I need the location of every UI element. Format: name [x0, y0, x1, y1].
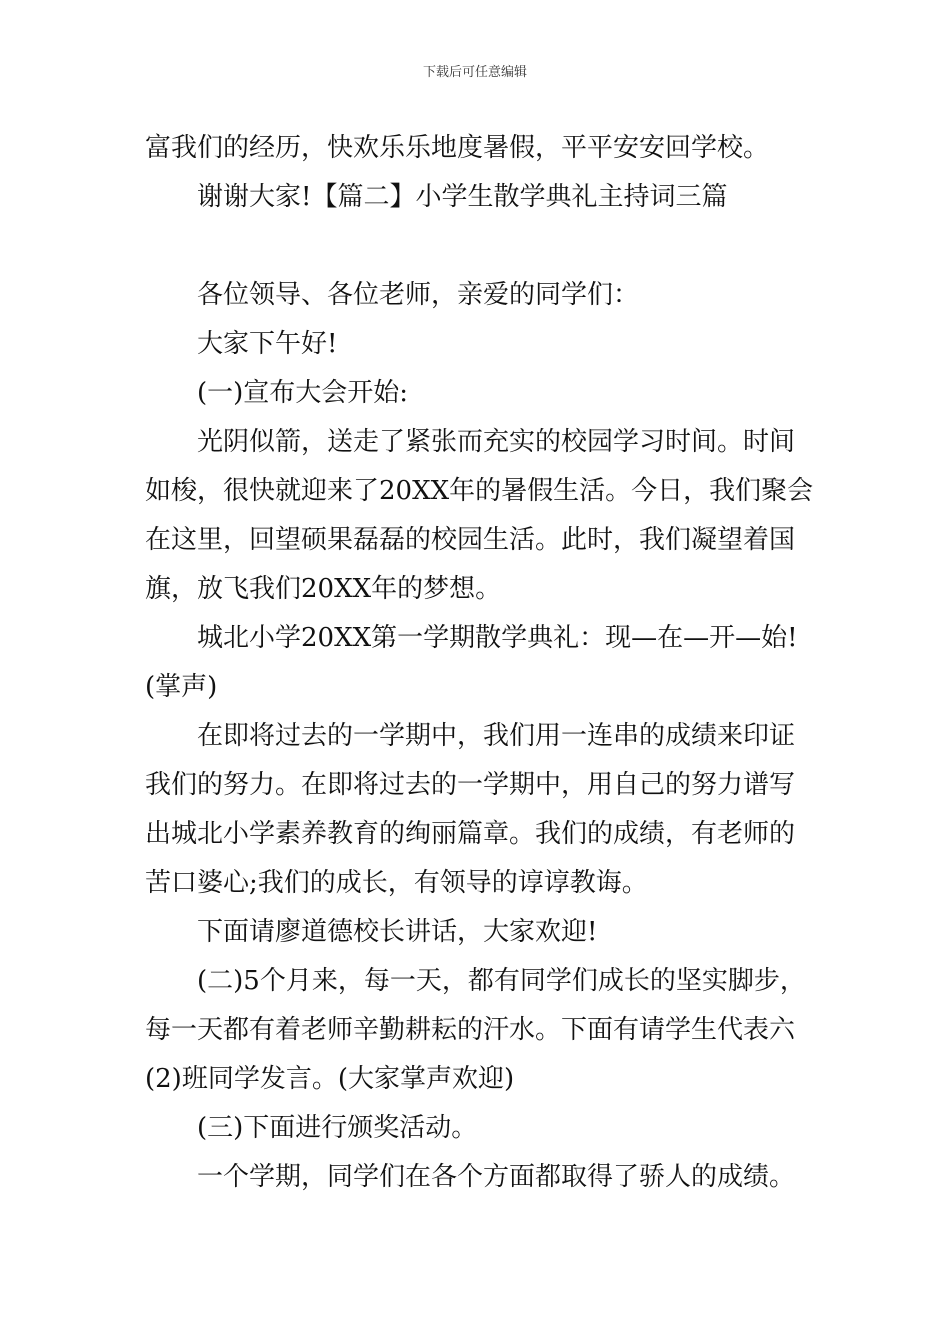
- text-line-4: 大家下午好!: [197, 329, 338, 359]
- text-line-21: 一个学期，同学们在各个方面都取得了骄人的成绩。: [197, 1162, 796, 1192]
- text-line-1: 富我们的经历，快欢乐乐地度暑假，平平安安回学校。: [145, 133, 770, 163]
- text-line-15: 苦口婆心;我们的成长，有领导的谆谆教诲。: [145, 868, 648, 898]
- text-line-14: 出城北小学素养教育的绚丽篇章。我们的成绩，有老师的: [145, 819, 796, 849]
- page-header: 下载后可任意编辑: [422, 65, 527, 80]
- text-line-16: 下面请廖道德校长讲话，大家欢迎!: [197, 917, 598, 947]
- text-line-6: 光阴似箭，送走了紧张而充实的校园学习时间。时间: [197, 427, 796, 457]
- text-line-17: (二)5个月来，每一天，都有同学们成长的坚实脚步，: [197, 966, 806, 996]
- text-line-20: (三)下面进行颁奖活动。: [197, 1113, 478, 1143]
- text-line-11: (掌声): [145, 672, 218, 702]
- text-line-13: 我们的努力。在即将过去的一学期中，用自己的努力谱写: [145, 770, 796, 800]
- text-line-12: 在即将过去的一学期中，我们用一连串的成绩来印证: [197, 721, 796, 751]
- text-line-8: 在这里，回望硕果磊磊的校园生活。此时，我们凝望着国: [145, 525, 796, 555]
- blank-line: [145, 222, 811, 271]
- text-line-7: 如梭，很快就迎来了20XX年的暑假生活。今日，我们聚会: [145, 476, 814, 506]
- text-line-19: (2)班同学发言。(大家掌声欢迎): [145, 1064, 515, 1094]
- text-line-3: 各位领导、各位老师，亲爱的同学们：: [197, 280, 640, 310]
- text-line-5: (一)宣布大会开始:: [197, 378, 409, 408]
- text-line-10: 城北小学20XX第一学期散学典礼：现—在—开—始!: [197, 623, 798, 653]
- text-line-2: 谢谢大家!【篇二】小学生散学典礼主持词三篇: [197, 182, 728, 212]
- text-line-18: 每一天都有着老师辛勤耕耘的汗水。下面有请学生代表六: [145, 1015, 796, 1045]
- text-line-9: 旗，放飞我们20XX年的梦想。: [145, 574, 502, 604]
- document-body: [145, 124, 814, 1202]
